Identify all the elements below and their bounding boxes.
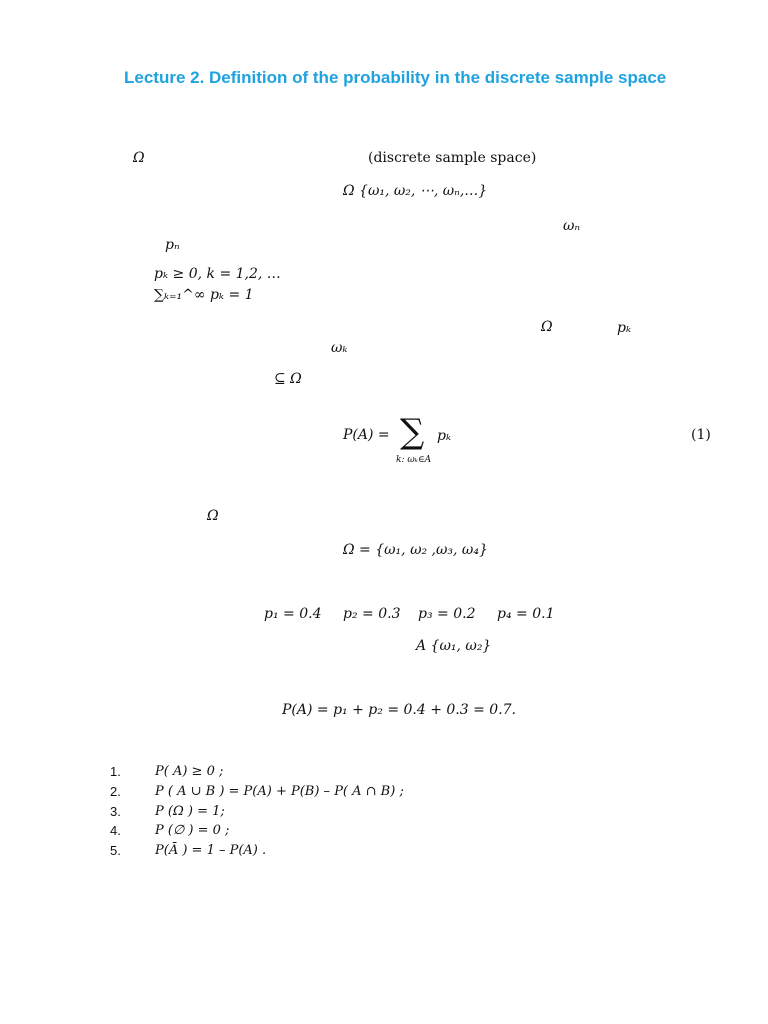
list-item: P (Ω ) = 1; — [155, 804, 225, 819]
list-item: P ( A ∪ B ) = P(A) + P(B) – P( A ∩ B) ; — [155, 784, 404, 799]
condition-nonnegative: pₖ ≥ 0, k = 1,2, … — [154, 266, 281, 282]
example-omega: Ω — [207, 508, 219, 524]
list-number: 3. — [110, 804, 121, 819]
prob-p3: p₃ = 0.2 — [418, 606, 476, 622]
summation-sign: ∑ — [400, 412, 425, 452]
list-number: 2. — [110, 784, 121, 799]
formula-number: (1) — [691, 427, 711, 443]
list-item: P(Ā ) = 1 – P(A) . — [155, 843, 267, 858]
list-item: P( A) ≥ 0 ; — [155, 764, 224, 779]
list-item: P (∅ ) = 0 ; — [155, 823, 230, 838]
omega-symbol-right: Ω — [541, 319, 553, 335]
prob-p1: p₁ = 0.4 — [264, 606, 322, 622]
list-number: 4. — [110, 823, 121, 838]
example-sample-space: Ω = {ω₁, ω₂ ,ω₃, ω₄} — [343, 542, 488, 558]
page-title: Lecture 2. Definition of the probability in the discrete sample space — [124, 68, 667, 87]
prob-p2: p₂ = 0.3 — [343, 606, 401, 622]
list-number: 5. — [110, 843, 121, 858]
discrete-sample-space-text: (discrete sample space) — [368, 150, 537, 166]
subset-omega: ⊆ Ω — [274, 371, 302, 387]
probability-calculation: P(A) = p₁ + p₂ = 0.4 + 0.3 = 0.7. — [282, 702, 517, 718]
omega-symbol: Ω — [133, 150, 145, 166]
omega-n: ωₙ — [563, 218, 581, 234]
formula-rhs: pₖ — [437, 428, 452, 444]
event-a: A {ω₁, ω₂} — [416, 638, 492, 654]
p-k-right: pₖ — [617, 320, 632, 336]
p-n: pₙ — [165, 237, 180, 253]
condition-sum-one: ∑ₖ₌₁^∞ pₖ = 1 — [154, 287, 254, 303]
formula-lhs: P(A) = — [343, 427, 390, 443]
list-number: 1. — [110, 764, 121, 779]
summation-index: k: ωₖ∈A — [396, 455, 432, 465]
sample-space-set: Ω {ω₁, ω₂, ⋯, ωₙ,…} — [343, 183, 488, 199]
omega-k: ωₖ — [331, 340, 348, 356]
prob-p4: p₄ = 0.1 — [497, 606, 555, 622]
